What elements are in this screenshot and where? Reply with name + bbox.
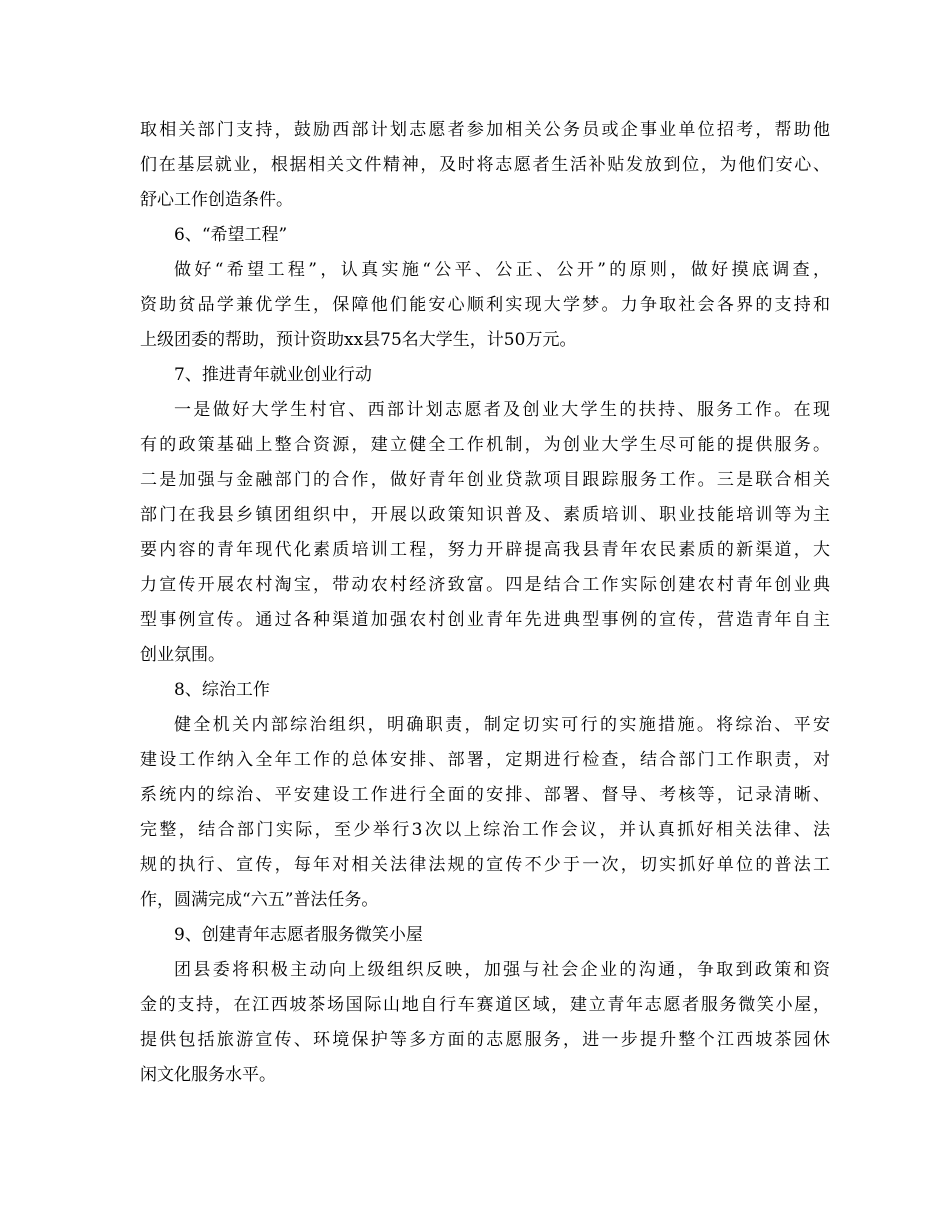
paragraph-line: 建设工作纳入全年工作的总体安排、部署，定期进行检查，结合部门工作职责，对 (140, 750, 830, 770)
paragraph-line: 舒心工作创造条件。 (140, 190, 293, 210)
paragraph-line: 二是加强与金融部门的合作，做好青年创业贷款项目跟踪服务工作。三是联合相关 (140, 470, 830, 490)
paragraph-line: 提供包括旅游宣传、环境保护等多方面的志愿服务，进一步提升整个江西坡茶园休 (140, 1030, 830, 1050)
paragraph-line: 闲文化服务水平。 (140, 1065, 276, 1085)
paragraph-line: 部门在我县乡镇团组织中，开展以政策知识普及、素质培训、职业技能培训等为主 (140, 505, 830, 525)
paragraph-line: 一是做好大学生村官、西部计划志愿者及创业大学生的扶持、服务工作。在现 (174, 400, 830, 420)
paragraph-line: 完整，结合部门实际，至少举行3次以上综治工作会议，并认真抓好相关法律、法 (140, 820, 830, 840)
section-heading: 8、综治工作 (174, 680, 270, 700)
paragraph-line: 上级团委的帮助，预计资助xx县75名大学生，计50万元。 (140, 330, 577, 350)
paragraph-line: 金的支持，在江西坡茶场国际山地自行车赛道区域，建立青年志愿者服务微笑小屋， (140, 995, 830, 1015)
paragraph-line: 们在基层就业，根据相关文件精神，及时将志愿者生活补贴发放到位，为他们安心、 (140, 155, 830, 175)
document-page (140, 113, 830, 1093)
paragraph-line: 作，圆满完成“六五”普法任务。 (140, 890, 379, 910)
section-heading: 9、创建青年志愿者服务微笑小屋 (174, 925, 423, 945)
section-heading: 7、推进青年就业创业行动 (174, 365, 372, 385)
paragraph-line: 做好“希望工程”，认真实施“公平、公正、公开”的原则，做好摸底调查， (174, 260, 830, 280)
paragraph-line: 力宣传开展农村淘宝，带动农村经济致富。四是结合工作实际创建农村青年创业典 (140, 575, 830, 595)
section-heading: 6、“希望工程” (174, 225, 288, 245)
paragraph-line: 取相关部门支持，鼓励西部计划志愿者参加相关公务员或企事业单位招考，帮助他 (140, 120, 830, 140)
paragraph-line: 系统内的综治、平安建设工作进行全面的安排、部署、督导、考核等，记录清晰、 (140, 785, 830, 805)
paragraph-line: 有的政策基础上整合资源，建立健全工作机制，为创业大学生尽可能的提供服务。 (140, 435, 830, 455)
paragraph-line: 要内容的青年现代化素质培训工程，努力开辟提高我县青年农民素质的新渠道，大 (140, 540, 830, 560)
paragraph-line: 健全机关内部综治组织，明确职责，制定切实可行的实施措施。将综治、平安 (174, 715, 830, 735)
paragraph-line: 资助贫品学兼优学生，保障他们能安心顺利实现大学梦。力争取社会各界的支持和 (140, 295, 830, 315)
paragraph-line: 规的执行、宣传，每年对相关法律法规的宣传不少于一次，切实抓好单位的普法工 (140, 855, 830, 875)
paragraph-line: 型事例宣传。通过各种渠道加强农村创业青年先进典型事例的宣传，营造青年自主 (140, 610, 830, 630)
paragraph-line: 创业氛围。 (140, 645, 225, 665)
paragraph-line: 团县委将积极主动向上级组织反映，加强与社会企业的沟通，争取到政策和资 (174, 960, 830, 980)
